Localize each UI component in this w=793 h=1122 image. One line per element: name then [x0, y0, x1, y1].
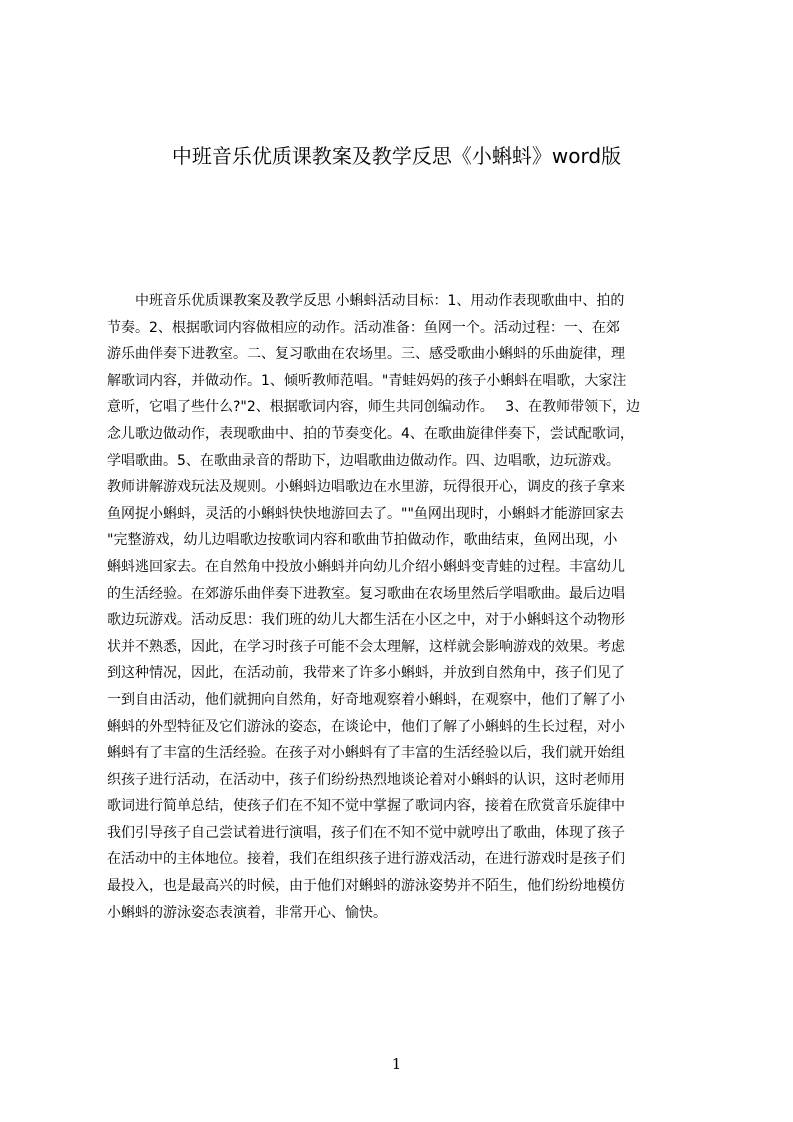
text-line: 歌词进行简单总结，使孩子们在不知不觉中掌握了歌词内容，接着在欣赏音乐旋律中	[107, 798, 625, 815]
text-line: 节奏。2、根据歌词内容做相应的动作。活动准备：鱼网一个。活动过程：一、在郊	[107, 319, 620, 336]
text-line: 解歌词内容，并做动作。1、倾听教师范唱。"青蛙妈妈的孩子小蝌蚪在唱歌，大家注	[107, 372, 627, 389]
text-line: 的生活经验。在郊游乐曲伴奏下进教室。复习歌曲在农场里然后学唱歌曲。最后边唱	[107, 585, 625, 602]
text-line: 蝌蚪的外型特征及它们游泳的姿态，在谈论中，他们了解了小蝌蚪的生长过程，对小	[107, 718, 625, 735]
text-line: 我们引导孩子自己尝试着进行演唱，孩子们在不知不觉中就哼出了歌曲，体现了孩子	[107, 824, 625, 841]
text-line: 鱼网捉小蝌蚪，灵活的小蝌蚪快快地游回去了。""鱼网出现时，小蝌蚪才能游回家去	[107, 505, 624, 522]
text-line: 一到自由活动，他们就拥向自然角，好奇地观察着小蝌蚪，在观察中，他们了解了小	[107, 691, 625, 708]
body-text	[107, 288, 697, 926]
text-line: 蝌蚪逃回家去。在自然角中投放小蝌蚪并向幼儿介绍小蝌蚪变青蛙的过程。丰富幼儿	[107, 558, 625, 575]
text-line: 到这种情况，因此，在活动前，我带来了许多小蝌蚪，并放到自然角中，孩子们见了	[107, 665, 625, 682]
text-line: 歌边玩游戏。活动反思：我们班的幼儿大都生活在小区之中，对于小蝌蚪这个动物形	[107, 612, 625, 629]
text-line: 小蝌蚪的游泳姿态表演着，非常开心、愉快。	[107, 904, 387, 921]
text-line: 在活动中的主体地位。接着，我们在组织孩子进行游戏活动，在进行游戏时是孩子们	[107, 851, 625, 868]
document-title: 中班音乐优质课教案及教学反思《小蝌蚪》word版	[171, 144, 622, 168]
text-line: 状并不熟悉，因此，在学习时孩子可能不会太理解，这样就会影响游戏的效果。考虑	[107, 638, 625, 655]
text-line: 学唱歌曲。5、在歌曲录音的帮助下，边唱歌曲边做动作。四、边唱歌，边玩游戏。	[107, 452, 620, 469]
text-line: 蝌蚪有了丰富的生活经验。在孩子对小蝌蚪有了丰富的生活经验以后，我们就开始组	[107, 745, 625, 762]
text-line: 游乐曲伴奏下进教室。二、复习歌曲在农场里。三、感受歌曲小蝌蚪的乐曲旋律，理	[107, 346, 625, 363]
text-line: 念儿歌边做动作，表现歌曲中、拍的节奏变化。4、在歌曲旋律伴奏下，尝试配歌词，	[107, 425, 634, 442]
text-line: 最投入，也是最高兴的时候，由于他们对蝌蚪的游泳姿势并不陌生，他们纷纷地模仿	[107, 878, 625, 895]
text-line: 教师讲解游戏玩法及规则。小蝌蚪边唱歌边在水里游，玩得很开心，调皮的孩子拿来	[107, 479, 625, 496]
text-line: 中班音乐优质课教案及教学反思 小蝌蚪活动目标：1、用动作表现歌曲中、拍的	[107, 293, 625, 309]
page-number: 1	[391, 1055, 402, 1073]
text-line: "完整游戏，幼儿边唱歌边按歌词内容和歌曲节拍做动作，歌曲结束，鱼网出现，小	[107, 532, 618, 549]
text-line: 织孩子进行活动，在活动中，孩子们纷纷热烈地谈论着对小蝌蚪的认识，这时老师用	[107, 771, 625, 788]
text-line: 意听，它唱了些什么?"2、根据歌词内容，师生共同创编动作。 3、在教师带领下，边	[107, 399, 641, 416]
